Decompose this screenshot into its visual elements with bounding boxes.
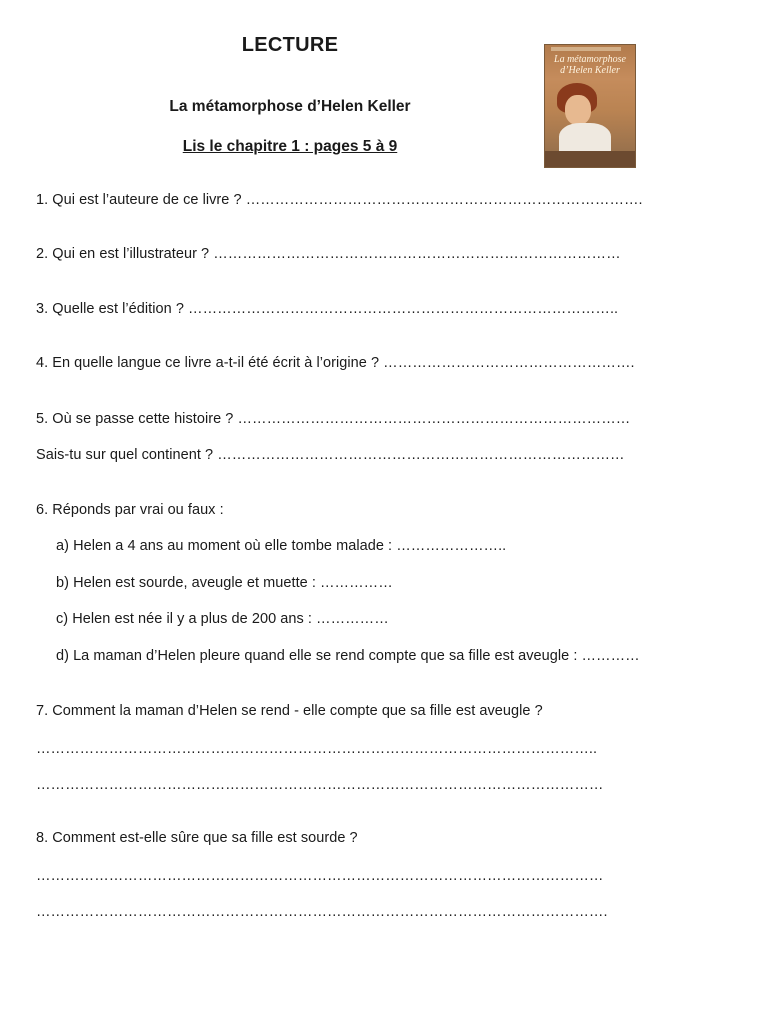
question-6b: b) Helen est sourde, aveugle et muette : …………… xyxy=(56,575,393,591)
cover-desk xyxy=(545,151,636,168)
question-6c: c) Helen est née il y a plus de 200 ans : …………… xyxy=(56,611,389,627)
cover-face xyxy=(565,95,591,125)
question-6d: d) La maman d’Helen pleure quand elle se rend compte que sa fille est aveugle : ………… xyxy=(56,648,640,664)
question-2: 2. Qui en est l’illustrateur ? ………………………………………………………………………… xyxy=(36,246,621,262)
question-6: 6. Réponds par vrai ou faux : xyxy=(36,502,224,518)
page-title: LECTURE xyxy=(241,34,339,56)
answer-line-8b: ………………………………………………………………………………………………………. xyxy=(36,904,608,920)
answer-line-8a: ……………………………………………………………………………………………………… xyxy=(36,868,604,884)
question-7: 7. Comment la maman d’Helen se rend - elle compte que sa fille est aveugle ? xyxy=(36,703,543,719)
book-title: La métamorphose d’Helen Keller xyxy=(169,98,411,115)
answer-line-7a: …………………………………………………………………………………………………….. xyxy=(36,741,598,757)
question-6a: a) Helen a 4 ans au moment où elle tombe malade : ………………….. xyxy=(56,538,507,554)
answer-line-7b: ……………………………………………………………………………………………………… xyxy=(36,777,604,793)
cover-title-text: La métamorphose d’Helen Keller xyxy=(554,54,626,76)
question-5b: Sais-tu sur quel continent ? ………………………………………………………………………… xyxy=(36,447,625,463)
question-4: 4. En quelle langue ce livre a-t-il été écrit à l’origine ? ……………………………………………. xyxy=(36,355,635,371)
book-cover-image xyxy=(544,44,636,168)
question-5: 5. Où se passe cette histoire ? ……………………………………………………………………… xyxy=(36,411,631,427)
cover-author-strip xyxy=(551,47,621,51)
question-3: 3. Quelle est l’édition ? …………………………………………………………………………….. xyxy=(36,301,619,317)
reading-instruction: Lis le chapitre 1 : pages 5 à 9 xyxy=(182,138,398,155)
question-1: 1. Qui est l’auteure de ce livre ? ………………………………………………………………………. xyxy=(36,192,643,208)
question-8: 8. Comment est-elle sûre que sa fille est sourde ? xyxy=(36,830,358,846)
